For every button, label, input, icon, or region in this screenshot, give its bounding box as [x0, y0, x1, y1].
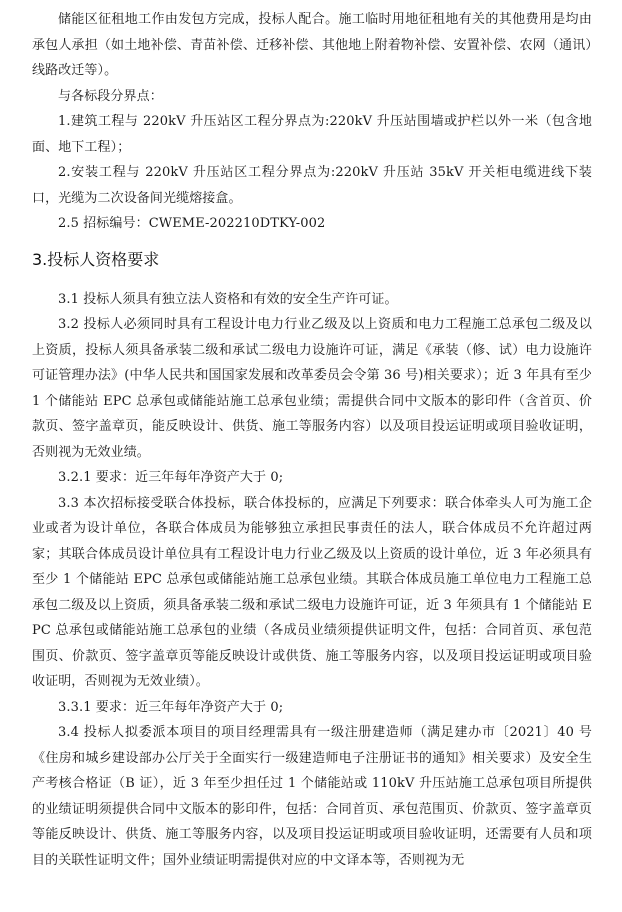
paragraph-boundary-1: 1.建筑工程与 220kV 升压站区工程分界点为:220kV 升压站围墙或护栏以外一米（包含地面、地下工程）；: [32, 114, 592, 155]
paragraph-boundary-2: 2.安装工程与 220kV 升压站区工程分界点为:220kV 升压站 35kV 开关柜电缆进线下装口，光缆为二次设备间光缆熔接盒。: [32, 165, 592, 206]
section-heading-qualifications: 3.投标人资格要求: [32, 249, 160, 269]
paragraph-tender-number: 2.5 招标编号：CWEME-202210DTKY-002: [58, 216, 326, 231]
paragraph-3-3: 3.3 本次招标接受联合体投标，联合体投标的，应满足下列要求：联合体牵头人可为施工企业或者为设计单位，各联合体成员为能够独立承担民事责任的法人，联合体成员不允许超过两家；其联合体成员设计单位具有工程设计电力行业乙级及以上资质的设计单位，近 3 年必须具有至少 1 个储能站 EPC 总承包或储能站施工总承包业绩。其联合体成员施工单位电力工程施工总承包二级及以上资质，须具备承装二级和承试二级电力设施许可证，近 3 年须具有 1 个储能站 EPC 总承包或储能站施工总承包的业绩（各成员业绩须提供证明文件，包括：合同首页、承包范围页、价款页、签字盖章页等能反映设计或供货、施工等服务内容，以及项目投运证明或项目验收证明，否则视为无效业绩）。: [32, 495, 592, 689]
paragraph-3-2: 3.2 投标人必须同时具有工程设计电力行业乙级及以上资质和电力工程施工总承包二级及以上资质，投标人须具备承装二级和承试二级电力设施许可证，满足《承装（修、试）电力设施许可证管理办法》(中华人民共和国国家发展和改革委员会令第 36 号)相关要求）；近 3 年具有至少 1 个储能站 EPC 总承包或储能站施工总承包业绩；需提供合同中文版本的影印件（含首页、价款页、签字盖章页，能反映设计、供货、施工等服务内容）以及项目投运证明或项目验收证明，否则视为无效业绩。: [32, 317, 592, 460]
paragraph-3-1: 3.1 投标人须具有独立法人资格和有效的安全生产许可证。: [58, 291, 398, 307]
paragraph-3-2-1: 3.2.1 要求：近三年每年净资产大于 0;: [58, 470, 284, 485]
paragraph-3-3-1: 3.3.1 要求：近三年每年净资产大于 0;: [58, 699, 284, 715]
paragraph-boundary-intro: 与各标段分界点：: [58, 88, 163, 104]
paragraph-3-4: 3.4 投标人拟委派本项目的项目经理需具有一级注册建造师（满足建办市〔2021〕40 号《住房和城乡建设部办公厅关于全面实行一级建造师电子注册证书的通知》相关要求）及安全生产考核合格证（B 证），近 3 年至少担任过 1 个储能站或 110kV 升压站施工总承包项目所提供的业绩证明须提供合同中文版本的影印件，包括：合同首页、承包范围页、价款页、签字盖章页等能反映设计、供货、施工等服务内容，以及项目投运证明或项目验收证明，还需要有人员和项目的关联性证明文件；国外业绩证明需提供对应的中文译本等，否则视为无: [32, 725, 592, 868]
paragraph-land-acquisition: 储能区征租地工作由发包方完成，投标人配合。施工临时用地征租地有关的其他费用是均由承包人承担（如土地补偿、青苗补偿、迁移补偿、其他地上附着物补偿、安置补偿、农网（通讯）线路改迁等）。: [32, 12, 592, 78]
